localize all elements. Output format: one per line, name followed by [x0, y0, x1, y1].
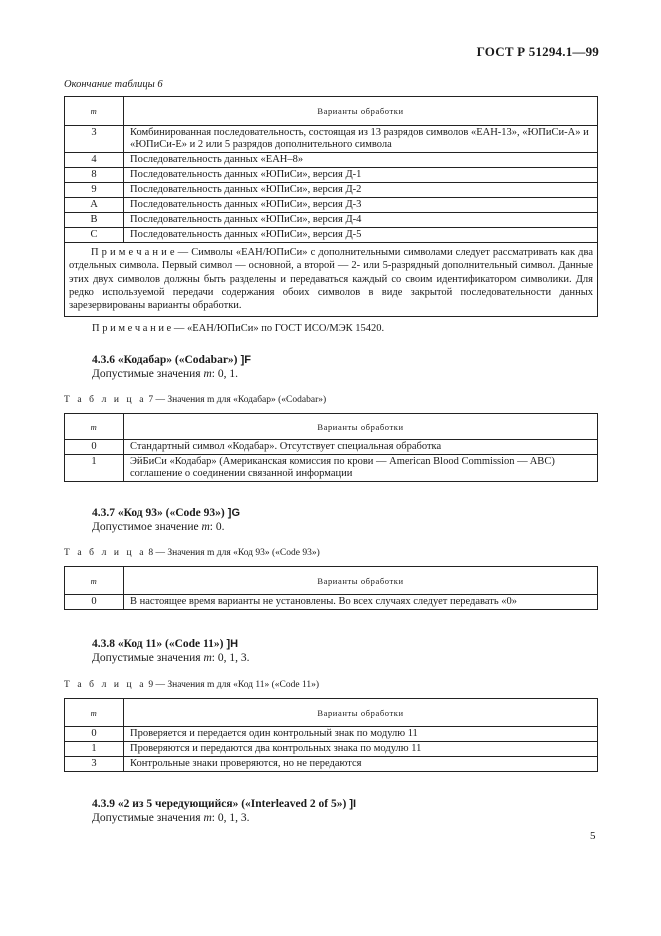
note: [92, 323, 384, 334]
table-row: 1 Проверяются и передаются два контрольных знака по модулю 11: [65, 742, 598, 757]
note-label: П р и м е ч а н и е: [91, 247, 175, 258]
column-header-variants: Варианты обработки: [124, 97, 598, 126]
section-heading-4-3-8: 4.3.8 «Код 11» («Code 11») ]H: [92, 638, 239, 650]
table-row: 0 В настоящее время варианты не установлены. Во всех случаях следует передавать «0»: [65, 595, 598, 610]
table-row: С Последовательность данных «ЮПиСи», версия Д-5: [65, 228, 598, 243]
note-text: — «ЕАН/ЮПиСи» по ГОСТ ИСО/МЭК 15420.: [171, 323, 385, 334]
allowed-values-4-3-6: Допустимые значения m: 0, 1.: [92, 368, 238, 380]
note-label: П р и м е ч а н и е: [92, 323, 172, 334]
column-header-m: m: [65, 97, 124, 126]
allowed-values-4-3-8: Допустимые значения m: 0, 1, 3.: [92, 652, 250, 664]
document-header: ГОСТ Р 51294.1—99: [476, 44, 599, 59]
allowed-values-4-3-9: Допустимые значения m: 0, 1, 3.: [92, 812, 250, 824]
column-header-variants: Варианты обработки: [124, 414, 598, 440]
page-number: 5: [590, 830, 596, 842]
table-row: А Последовательность данных «ЮПиСи», версия Д-3: [65, 198, 598, 213]
allowed-values-4-3-7: Допустимое значение m: 0.: [92, 521, 225, 533]
section-heading-4-3-7: 4.3.7 «Код 93» («Code 93») ]G: [92, 507, 240, 519]
table-row: 4 Последовательность данных «ЕАН–8»: [65, 153, 598, 168]
column-header-variants: Варианты обработки: [124, 699, 598, 727]
table-row: 0 Проверяется и передается один контрольный знак по модулю 11: [65, 727, 598, 742]
table-row: 3 Комбинированная последовательность, состоящая из 13 разрядов символов «ЕАН-13», «ЮПиСи-А» и «ЮПиСи-Е» и 2 или 5 разрядов дополнительного символа: [65, 126, 598, 153]
table-9: [64, 698, 598, 772]
table-row: 3 Контрольные знаки проверяются, но не передаются: [65, 757, 598, 772]
section-heading-4-3-9: 4.3.9 «2 из 5 чередующийся» («Interleaved 2 of 5») ]I: [92, 798, 357, 810]
table-row: 1 ЭйБиСи «Кодабар» (Американская комиссия по крови — American Blood Commission — ABC) соглашение о соединении связанной информации: [65, 455, 598, 482]
column-header-variants: Варианты обработки: [124, 567, 598, 595]
table-caption-8: Т а б л и ц а 8 — Значения m для «Код 93» («Code 93»): [64, 548, 320, 558]
column-header-m: m: [65, 699, 124, 727]
table-row: 9 Последовательность данных «ЮПиСи», версия Д-2: [65, 183, 598, 198]
column-header-m: m: [65, 567, 124, 595]
table-continuation-caption: Окончание таблицы 6: [64, 79, 163, 90]
note-text: — Символы «ЕАН/ЮПиСи» с дополнительными символами следует рассматривать как два отдельных символа. Первый символ — основной, а второй — 2- или 5-разрядный дополнительный символ. Данные этих двух символов должны быть разделены и передаваться каждый со своим идентификатором символики. Для редко используемой передачи содержания обоих символов в виде закрытой последовательности данных зарезервированы варианты обработки.: [69, 247, 593, 312]
section-heading-4-3-6: 4.3.6 «Кодабар» («Codabar») ]F: [92, 354, 251, 366]
table-row: В Последовательность данных «ЮПиСи», версия Д-4: [65, 213, 598, 228]
table-note-row: [65, 243, 598, 317]
table-row: 0 Стандартный символ «Кодабар». Отсутствует специальная обработка: [65, 440, 598, 455]
table-6: [64, 96, 598, 317]
table-row: 8 Последовательность данных «ЮПиСи», версия Д-1: [65, 168, 598, 183]
table-caption-9: Т а б л и ц а 9 — Значения m для «Код 11» («Code 11»): [64, 680, 320, 690]
table-8: [64, 566, 598, 610]
table-7: [64, 413, 598, 482]
table-caption-7: Т а б л и ц а 7 — Значения m для «Кодабар» («Codabar»): [64, 395, 327, 405]
column-header-m: m: [65, 414, 124, 440]
